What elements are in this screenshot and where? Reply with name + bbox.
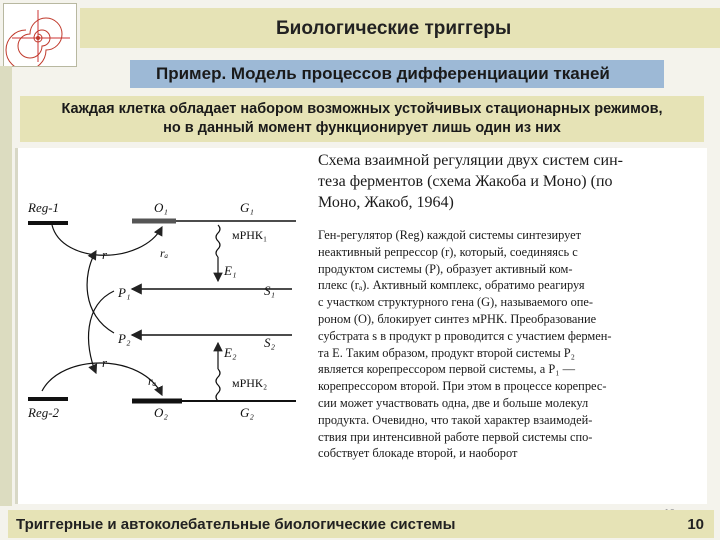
reg1-label: Reg-1	[28, 200, 60, 215]
p2-feedback-arrow	[87, 251, 114, 333]
figure-caption	[318, 150, 696, 213]
reg2-label: Reg-2	[28, 405, 60, 420]
body-line: собствует блокаде второй, и наоборот	[318, 446, 518, 461]
e2-label: E₂	[224, 345, 237, 360]
page-title: Биологические триггеры	[276, 18, 512, 39]
text-column	[318, 150, 696, 462]
description-line-2: но в данный момент функционирует лишь один из них	[163, 120, 561, 136]
mrna1-squiggle	[216, 225, 220, 257]
regulation-diagram	[22, 155, 312, 425]
footer-title: Триггерные и автоколебательные биологические системы	[16, 516, 456, 533]
r-bottom-label: r	[102, 355, 108, 370]
mrna2-squiggle	[216, 369, 220, 401]
slide-number: 10	[687, 516, 704, 533]
title-bar	[80, 8, 720, 48]
logo-image	[3, 3, 77, 67]
g2-label: G₂	[240, 405, 254, 420]
left-decorative-strip	[0, 66, 12, 506]
body-line: плекс (rₐ). Активный комплекс, обратимо реагируя	[318, 278, 585, 293]
g1-label: G₁	[240, 200, 254, 215]
body-line: субстрата s в продукт p проводится с участием фермен-	[318, 328, 612, 343]
spiral-logo-icon	[4, 4, 76, 66]
o1-label: O₁	[154, 200, 168, 215]
body-line: с участком структурного гена (G), называемого опе-	[318, 295, 594, 310]
subtitle-bar	[130, 60, 664, 88]
caption-line: Моно, Жакоб, 1964)	[318, 194, 454, 211]
body-line: Ген-регулятор (Reg) каждой системы синтезирует	[318, 228, 582, 242]
ra-bottom-label: rₐ	[148, 374, 157, 388]
mrna2-label: мРНК₂	[232, 376, 268, 390]
description-line-1: Каждая клетка обладает набором возможных устойчивых стационарных режимов,	[61, 101, 663, 117]
s2-label: S₂	[264, 335, 276, 350]
p1-label: P₁	[118, 285, 131, 300]
e1-label: E₁	[224, 263, 237, 278]
p2-label: P₂	[118, 331, 131, 346]
body-line: корепрессором второй. При этом в процессе корепрес-	[318, 379, 607, 394]
ra-top-label: rₐ	[160, 246, 169, 260]
body-paragraph	[318, 227, 696, 462]
description-box	[20, 96, 704, 142]
mrna1-label: мРНК₁	[232, 228, 268, 242]
footer-bar	[8, 510, 714, 538]
caption-line: Схема взаимной регуляции двух систем син-	[318, 152, 623, 169]
slide-subtitle: Пример. Модель процессов дифференциации тканей	[156, 64, 610, 83]
body-line: продуктом системы (P), образует активный ком-	[318, 261, 573, 276]
r-top-label: r	[102, 247, 108, 262]
s1-label: S₁	[264, 283, 276, 298]
body-line: та E. Таким образом, продукт второй системы P₂	[318, 345, 575, 360]
body-line: сии может участвовать одна, две и больше молекул	[318, 395, 589, 410]
o2-label: O₂	[154, 405, 168, 420]
body-line: ствия при интенсивной работе первой системы спо-	[318, 429, 593, 444]
caption-line: теза ферментов (схема Жакоба и Моно) (по	[318, 173, 613, 190]
body-line: неактивный репрессор (r), который, соединяясь с	[318, 244, 578, 259]
body-line: является корепрессором первой системы, а P₁ —	[318, 362, 576, 377]
body-line: продукта. Очевидно, что такой характер взаимодей-	[318, 412, 593, 427]
body-line: роном (O), блокирует синтез мРНК. Преобразование	[318, 311, 597, 326]
